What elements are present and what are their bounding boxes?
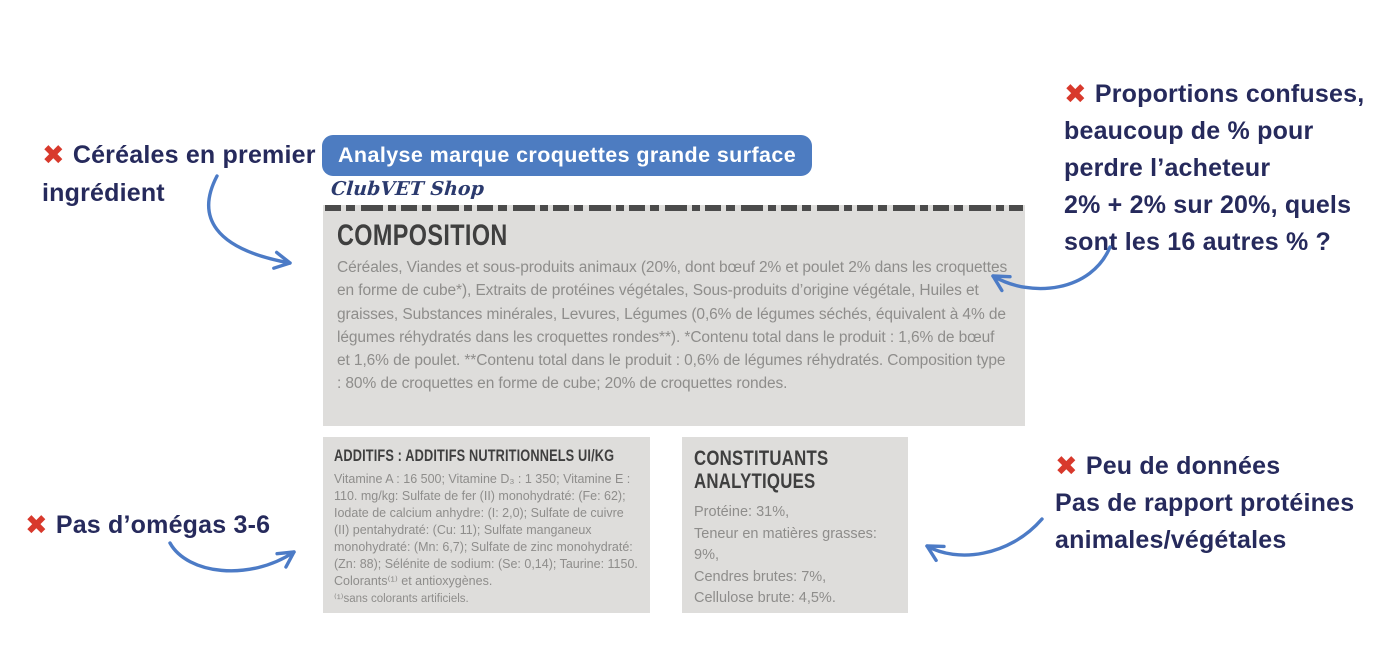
note-donnees-text: Peu de données xyxy=(1085,452,1281,480)
additifs-heading: ADDITIFS : ADDITIFS NUTRITIONNELS UI/KG xyxy=(334,446,615,465)
note-proportions-line-5: sont les 16 autres % ? xyxy=(1064,228,1331,256)
note-proportions-text: Proportions confuses, xyxy=(1094,80,1365,108)
composition-heading: COMPOSITION xyxy=(337,219,508,252)
note-proportions-line-1 xyxy=(1064,76,1364,113)
constituants-row-matieres-grasses: Teneur en matières grasses: 9%, xyxy=(694,525,877,564)
cropped-text-strip xyxy=(325,205,1023,211)
note-omegas xyxy=(25,506,270,544)
note-omegas-text: Pas d’omégas 3-6 xyxy=(55,511,271,539)
constituants-row-cendres: Cendres brutes: 7%, xyxy=(694,568,827,585)
page-title: Analyse marque croquettes grande surface xyxy=(338,143,797,167)
note-cereales-line-2: ingrédient xyxy=(42,179,165,207)
note-donnees-line-3: animales/végétales xyxy=(1055,526,1287,554)
note-proportions-line-2: beaucoup de % pour xyxy=(1064,117,1314,145)
composition-body: Céréales, Viandes et sous-produits animaux (20%, dont bœuf 2% et poulet 2% dans les croquettes en forme de cube*), Extraits de protéines végétales, Sous-produits d’origine végétale, Huiles et graisses, Substances minérales, Levures, Légumes (0,6% de légumes séchés, équivalent à 4% de légumes réhydratés dans les croquettes rondes**). *Contenu total dans le produit : 1,6% de bœuf et 1,6% de poulet. **Contenu total dans le produit : 0,6% de légumes réhydratés. Composition type : 80% de croquettes en forme de cube; 20% de croquettes rondes. xyxy=(337,259,1008,393)
note-cereales xyxy=(42,136,316,212)
cross-icon: ✖ xyxy=(42,139,65,171)
additifs-box xyxy=(323,437,650,613)
constituants-heading: CONSTITUANTS ANALYTIQUES xyxy=(694,447,829,493)
constituants-box xyxy=(682,437,908,613)
constituants-row-proteine: Protéine: 31%, xyxy=(694,504,790,521)
note-cereales-text: Céréales en premier xyxy=(72,141,316,169)
cross-icon: ✖ xyxy=(1064,79,1087,110)
note-omegas-line-1 xyxy=(25,506,270,544)
composition-box xyxy=(323,205,1025,426)
arrow-donnees-to-constituants xyxy=(927,519,1042,555)
note-proportions-line-3: perdre l’acheteur xyxy=(1064,154,1271,182)
note-proportions xyxy=(1064,76,1364,261)
constituants-row-cellulose: Cellulose brute: 4,5%. xyxy=(694,590,836,607)
arrow-omegas-to-additifs xyxy=(170,543,294,571)
note-cereales-line-1 xyxy=(42,136,316,174)
cross-icon: ✖ xyxy=(1055,451,1078,482)
note-donnees xyxy=(1055,448,1354,559)
additifs-body: Vitamine A : 16 500; Vitamine D₃ : 1 350; Vitamine E : 110. mg/kg: Sulfate de fer (II) monohydraté: (Fe: 62); Iodate de calcium anhydre: (I: 2,0); Sulfate de cuivre (II) pentahydraté: (Cu: 11); Sulfate manganeux monohydraté: (Mn: 6,7); Sulfate de zinc monohydraté: (Zn: 88); Sélénite de sodium: (Se: 0,14); Taurine: 1150. Colorants⁽¹⁾ et antioxygènes. xyxy=(334,472,638,588)
additifs-footnote: ⁽¹⁾sans colorants artificiels. xyxy=(334,593,469,605)
note-proportions-line-4: 2% + 2% sur 20%, quels xyxy=(1064,191,1352,219)
brand-signature: ClubVET Shop xyxy=(330,178,485,200)
cross-icon: ✖ xyxy=(25,509,48,541)
note-donnees-line-1 xyxy=(1055,448,1354,485)
note-donnees-line-2: Pas de rapport protéines xyxy=(1055,489,1355,517)
title-banner xyxy=(322,135,812,176)
